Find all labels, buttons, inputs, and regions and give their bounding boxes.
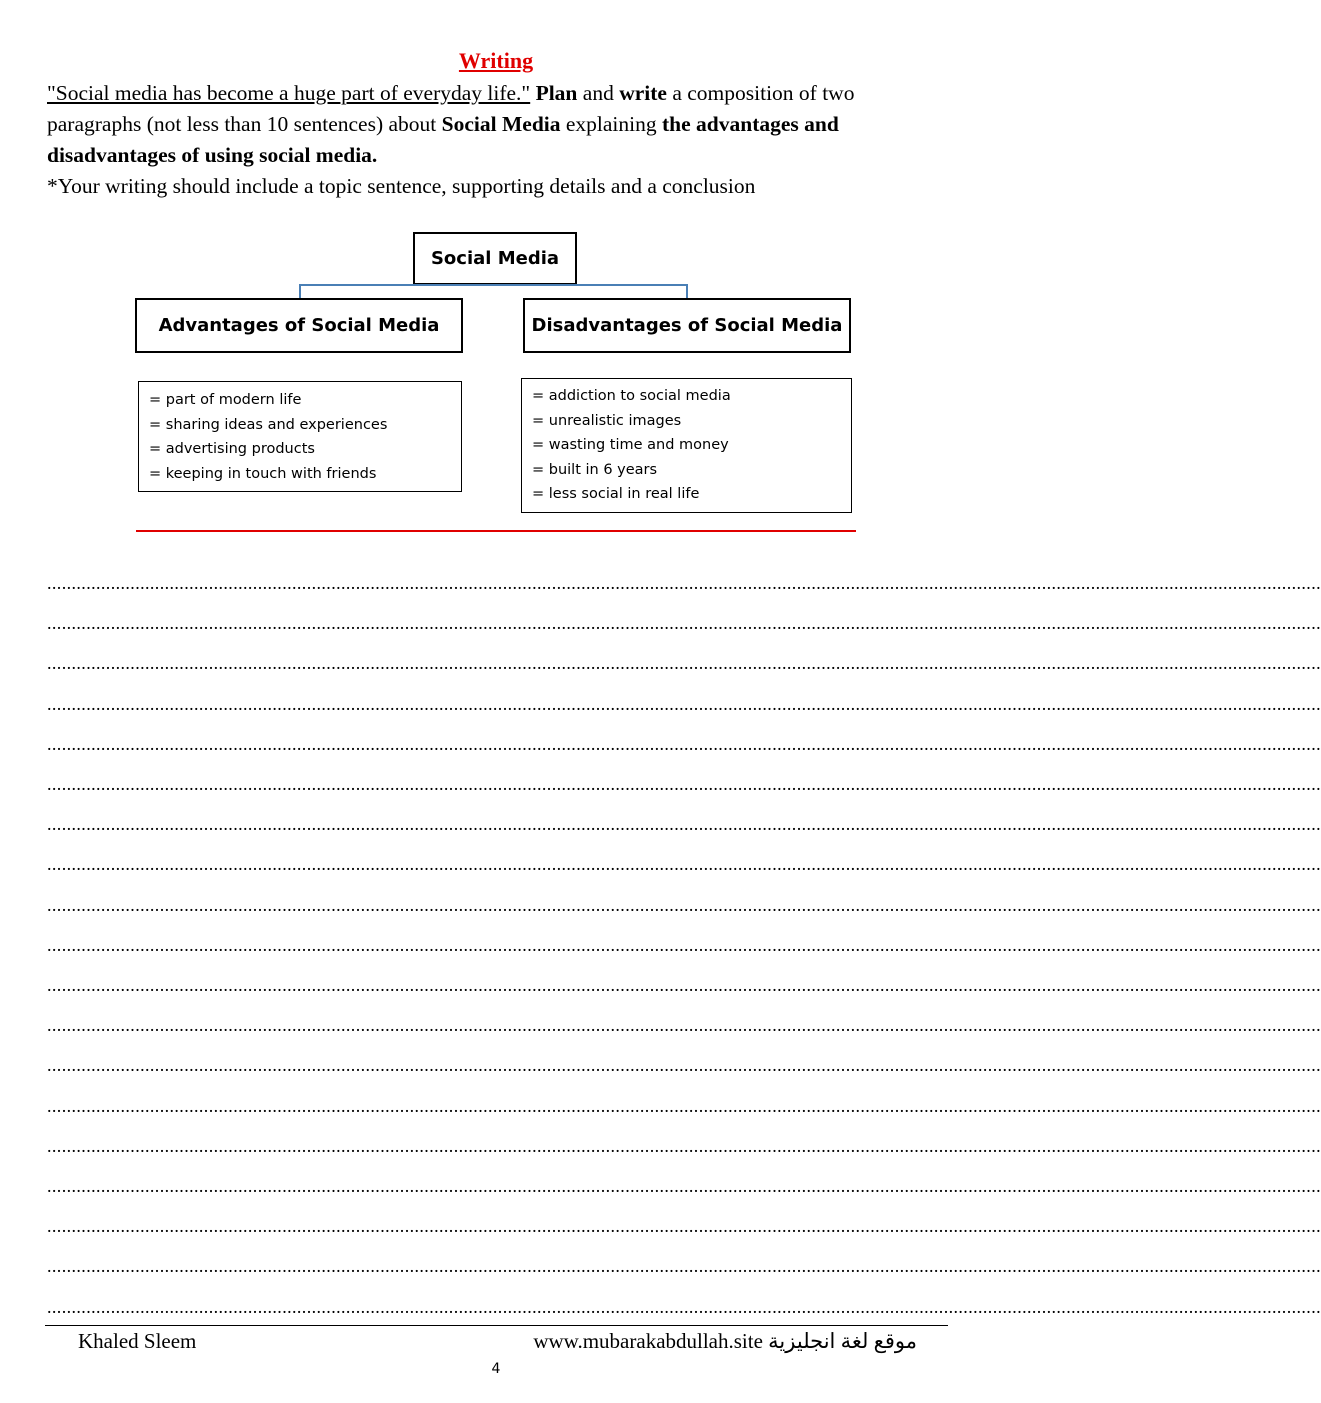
- advantages-list: [138, 381, 462, 492]
- writing-line[interactable]: ....................................................................................................................................................................................................................................................................: [47, 1015, 1321, 1036]
- writing-line[interactable]: ....................................................................................................................................................................................................................................................................: [47, 1176, 1321, 1196]
- writing-line[interactable]: ....................................................................................................................................................................................................................................................................: [47, 894, 1321, 915]
- prompt-text-3: explaining: [560, 112, 663, 136]
- writing-line[interactable]: ....................................................................................................................................................................................................................................................................: [47, 814, 1321, 835]
- list-item: = addiction to social media: [532, 388, 731, 404]
- connector-right: [686, 284, 688, 299]
- red-divider: [136, 530, 856, 532]
- writing-line[interactable]: ....................................................................................................................................................................................................................................................................: [47, 653, 1321, 674]
- writing-prompt: [47, 78, 947, 202]
- writing-line[interactable]: ....................................................................................................................................................................................................................................................................: [47, 573, 1321, 593]
- prompt-focus: the advantages and disadvantages of using social media.: [47, 112, 839, 167]
- prompt-write: write: [619, 81, 667, 105]
- disadvantages-heading: Disadvantages of Social Media: [531, 315, 843, 336]
- writing-line[interactable]: ....................................................................................................................................................................................................................................................................: [47, 934, 1321, 955]
- list-item: = unrealistic images: [532, 412, 682, 429]
- list-item: = built in 6 years: [532, 461, 658, 478]
- diagram-root-box: [413, 232, 577, 285]
- list-item: = sharing ideas and experiences: [149, 416, 388, 433]
- writing-line[interactable]: ....................................................................................................................................................................................................................................................................: [47, 1296, 1321, 1317]
- advantages-heading: Advantages of Social Media: [158, 315, 440, 336]
- prompt-text-2: a composition of two paragraphs (not less than 10 sentences) about: [47, 81, 855, 136]
- list-item: = less social in real life: [532, 486, 700, 502]
- prompt-note: *Your writing should include a topic sentence, supporting details and a conclusion: [47, 174, 756, 198]
- writing-line[interactable]: ....................................................................................................................................................................................................................................................................: [47, 1055, 1321, 1076]
- disadvantages-heading-box: [523, 298, 851, 353]
- writing-line[interactable]: ....................................................................................................................................................................................................................................................................: [47, 854, 1321, 875]
- writing-line[interactable]: ....................................................................................................................................................................................................................................................................: [47, 774, 1321, 794]
- list-item: = keeping in touch with friends: [149, 465, 377, 482]
- connector-horizontal: [299, 284, 688, 286]
- prompt-topic: Social Media: [441, 112, 561, 136]
- footer-rule: [45, 1325, 948, 1326]
- prompt-quote: "Social media has become a huge part of everyday life.": [47, 81, 531, 105]
- list-item: = advertising products: [149, 441, 315, 457]
- prompt-plan: Plan: [535, 81, 578, 105]
- disadvantages-list: [521, 378, 852, 513]
- writing-line[interactable]: ....................................................................................................................................................................................................................................................................: [47, 1216, 1321, 1237]
- writing-line[interactable]: ....................................................................................................................................................................................................................................................................: [47, 1256, 1321, 1277]
- diagram-root-label: Social Media: [430, 248, 560, 269]
- writing-line[interactable]: ....................................................................................................................................................................................................................................................................: [47, 975, 1321, 995]
- writing-line[interactable]: ....................................................................................................................................................................................................................................................................: [47, 1135, 1321, 1156]
- list-item: = part of modern life: [149, 392, 302, 408]
- writing-line[interactable]: ....................................................................................................................................................................................................................................................................: [47, 733, 1321, 754]
- connector-left: [299, 284, 301, 299]
- prompt-text-1: and: [577, 81, 620, 105]
- page-number: 4: [491, 1361, 501, 1377]
- writing-line[interactable]: ....................................................................................................................................................................................................................................................................: [47, 693, 1321, 714]
- list-item: = wasting time and money: [532, 437, 729, 453]
- footer-author: Khaled Sleem: [78, 1329, 197, 1353]
- page-title: Writing: [458, 48, 534, 73]
- footer-site: www.mubarakabdullah.site موقع لغة انجليزية: [533, 1329, 917, 1353]
- writing-line[interactable]: ....................................................................................................................................................................................................................................................................: [47, 613, 1321, 634]
- writing-line[interactable]: ....................................................................................................................................................................................................................................................................: [47, 1095, 1321, 1116]
- advantages-heading-box: [135, 298, 463, 353]
